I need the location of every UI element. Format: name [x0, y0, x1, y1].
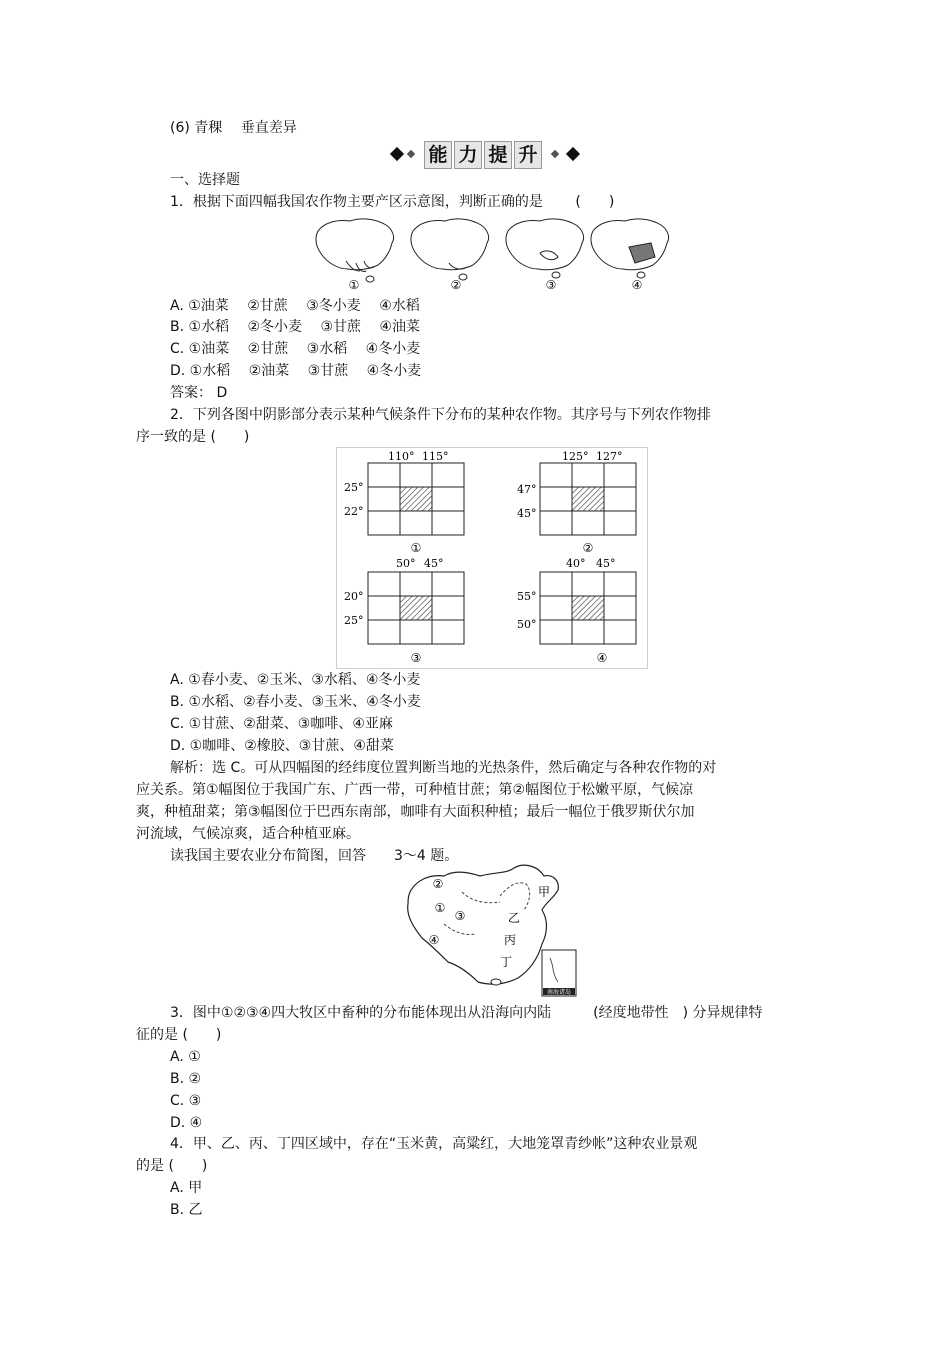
q1-option-b: B. ①水稻 ②冬小麦 ③甘蔗 ④油菜	[170, 319, 421, 335]
grid-id: ②	[582, 541, 594, 555]
top-line: (6) 青稞 垂直差异	[170, 120, 297, 136]
lat-label: 25°	[344, 614, 364, 627]
banner-char: 升	[514, 141, 542, 169]
q2-stem-line2: 序一致的是 ( )	[136, 429, 250, 445]
china-map-2	[411, 219, 489, 280]
intro-q3-q4: 读我国主要农业分布简图，回答 3～4 题。	[170, 848, 459, 864]
region-label: ②	[432, 877, 444, 891]
q1-option-a: A. ①油菜 ②甘蔗 ③冬小麦 ④水稻	[170, 298, 420, 314]
q1-option-c: C. ①油菜 ②甘蔗 ③水稻 ④冬小麦	[170, 341, 421, 357]
lon-label: 115°	[422, 450, 449, 463]
latlong-grid-1	[368, 463, 464, 535]
q2-stem-line1: 2．下列各图中阴影部分表示某种气候条件下分布的某种农作物。其序号与下列农作物排	[170, 407, 711, 423]
q1-option-d: D. ①水稻 ②油菜 ③甘蔗 ④冬小麦	[170, 363, 422, 379]
map-label: ②	[450, 278, 462, 292]
grid-id: ④	[596, 651, 608, 665]
q4-option-a: A. 甲	[170, 1180, 203, 1196]
lat-label: 45°	[517, 507, 537, 520]
banner-char: 力	[454, 141, 482, 169]
region-label: ①	[434, 901, 446, 915]
grid-id: ①	[410, 541, 422, 555]
section-title: 一、选择题	[170, 172, 240, 188]
q3-option-c: C. ③	[170, 1093, 202, 1109]
grid-id: ③	[410, 651, 422, 665]
q1-answer: 答案： D	[170, 385, 228, 401]
area-label: 乙	[507, 911, 521, 925]
section-banner	[388, 140, 593, 168]
q3-stem-line1: 3．图中①②③④四大牧区中畜种的分布能体现出从沿海向内陆 (经度地带性 ) 分异规律特	[170, 1005, 763, 1021]
q2-analysis-line: 河流域，气候凉爽，适合种植亚麻。	[136, 826, 360, 842]
lat-label: 20°	[344, 590, 364, 603]
china-map-1	[316, 219, 394, 282]
area-label: 丙	[503, 933, 517, 947]
lat-label: 25°	[344, 481, 364, 494]
china-map-4	[591, 219, 669, 278]
area-label: 甲	[537, 885, 551, 899]
q3-option-b: B. ②	[170, 1071, 202, 1087]
area-label: 丁	[499, 955, 513, 969]
region-label: ④	[428, 933, 440, 947]
q2-option-a: A. ①春小麦、②玉米、③水稻、④冬小麦	[170, 672, 421, 688]
q2-option-b: B. ①水稻、②春小麦、③玉米、④冬小麦	[170, 694, 421, 710]
lon-label: 45°	[596, 557, 616, 570]
lon-label: 127°	[596, 450, 623, 463]
china-map-3	[506, 219, 584, 278]
q2-latlong-grids	[336, 447, 648, 669]
q1-stem: 1．根据下面四幅我国农作物主要产区示意图，判断正确的是 ( )	[170, 194, 615, 210]
q2-analysis-line: 解析：选 C。可从四幅图的经纬度位置判断当地的光热条件，然后确定与各种农作物的对	[170, 760, 717, 776]
q4-stem-line1: 4．甲、乙、丙、丁四区域中，存在“玉米黄，高粱红，大地笼罩青纱帐”这种农业景观	[170, 1136, 698, 1152]
latlong-grid-4	[540, 572, 636, 644]
lon-label: 125°	[562, 450, 589, 463]
lat-label: 22°	[344, 505, 364, 518]
lat-label: 55°	[517, 590, 537, 603]
banner-char: 提	[484, 141, 512, 169]
q4-option-b: B. 乙	[170, 1202, 203, 1218]
q3-option-a: A. ①	[170, 1049, 201, 1065]
q2-option-d: D. ①咖啡、②橡胶、③甘蔗、④甜菜	[170, 738, 394, 754]
q2-option-c: C. ①甘蔗、②甜菜、③咖啡、④亚麻	[170, 716, 393, 732]
q2-analysis-line: 应关系。第①幅图位于我国广东、广西一带，可种植甘蔗；第②幅图位于松嫩平原，气候凉	[136, 782, 694, 798]
region-label: ③	[454, 909, 466, 923]
inset-label: 南海诸岛	[546, 989, 572, 996]
q3-option-d: D. ④	[170, 1115, 203, 1131]
lon-label: 45°	[424, 557, 444, 570]
lon-label: 40°	[566, 557, 586, 570]
lat-label: 47°	[517, 483, 537, 496]
china-agriculture-map	[402, 862, 582, 1000]
q4-stem-line2: 的是 ( )	[136, 1158, 208, 1174]
q1-crop-maps	[310, 213, 680, 295]
banner-char: 能	[424, 141, 452, 169]
latlong-grid-3	[368, 572, 464, 644]
lat-label: 50°	[517, 618, 537, 631]
lon-label: 110°	[388, 450, 415, 463]
latlong-grid-2	[540, 463, 636, 535]
map-label: ④	[631, 278, 643, 292]
q2-analysis-line: 爽，种植甜菜；第③幅图位于巴西东南部，咖啡有大面积种植；最后一幅位于俄罗斯伏尔加	[136, 804, 695, 820]
q3-stem-line2: 征的是 ( )	[136, 1027, 222, 1043]
map-label: ③	[545, 278, 557, 292]
map-label: ①	[348, 278, 360, 292]
lon-label: 50°	[396, 557, 416, 570]
